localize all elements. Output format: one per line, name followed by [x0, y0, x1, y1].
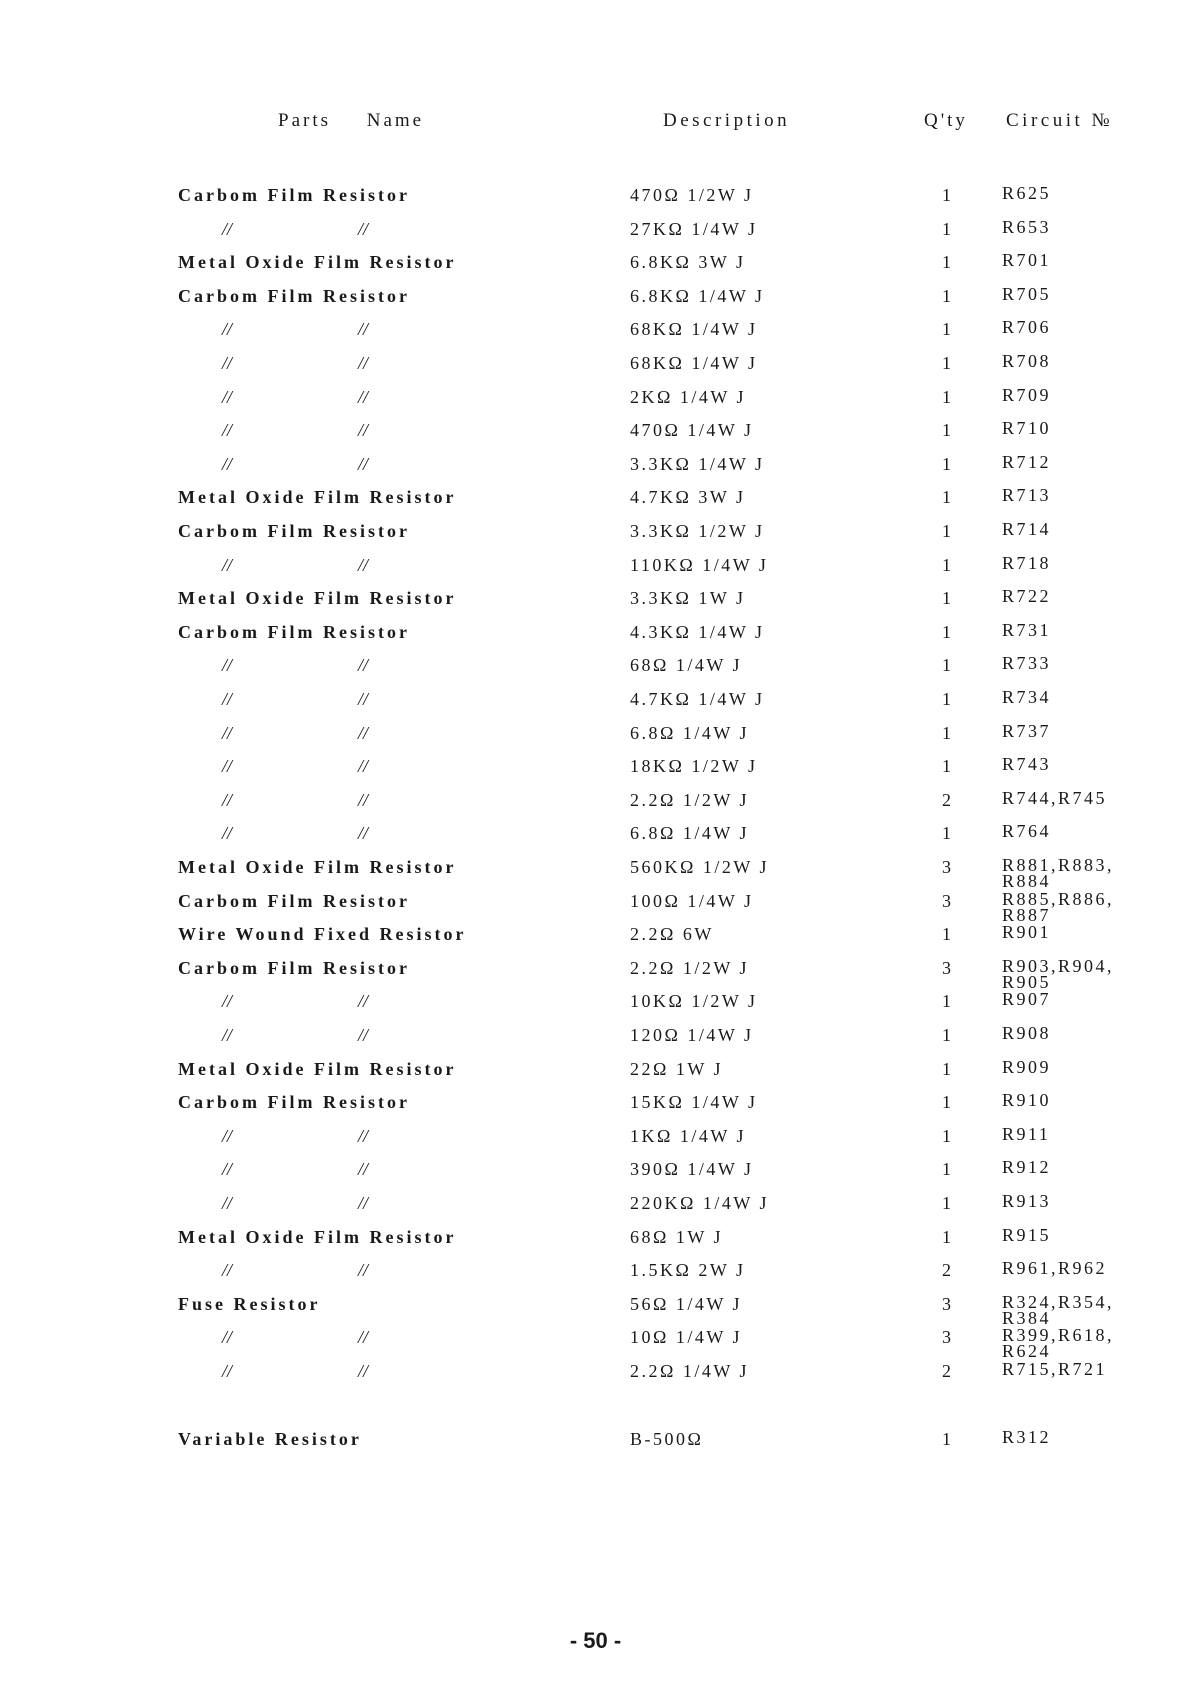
circuit-number: R734 — [1002, 687, 1052, 707]
table-row — [0, 1055, 1191, 1091]
part-qty: 1 — [942, 621, 951, 642]
part-qty: 3 — [942, 1293, 951, 1314]
part-description: 2.2Ω 1/2W J — [630, 957, 750, 978]
part-qty: 1 — [942, 1428, 951, 1449]
part-description: 2.2Ω 1/2W J — [630, 789, 750, 810]
part-qty: 1 — [942, 1226, 951, 1247]
circuit-number: R908 — [1002, 1023, 1052, 1043]
part-qty: 3 — [942, 857, 951, 877]
part-description: 6.8KΩ 1/4W J — [630, 285, 765, 306]
circuit-number: R903,R904, R905 — [1002, 955, 1115, 992]
table-row — [0, 618, 1191, 654]
circuit-number: R718 — [1002, 552, 1052, 573]
part-name: Metal Oxide Film Resistor — [178, 1226, 457, 1247]
table-row: // // 68KΩ 1/4W J 1 R708 — [222, 351, 1052, 373]
part-qty: 1 — [942, 453, 951, 474]
table-row — [0, 954, 1191, 990]
part-qty: 1 — [942, 1125, 951, 1146]
table-row: // // 1KΩ 1/4W J 1 R911 — [222, 1123, 1051, 1146]
part-qty: 1 — [942, 521, 951, 541]
table-row — [0, 920, 1191, 956]
circuit-number: R713 — [1002, 485, 1052, 506]
table-row: // // 4.7KΩ 1/4W J 1 R734 — [222, 687, 1052, 709]
part-qty: 1 — [942, 1025, 951, 1045]
table-row — [0, 887, 1191, 923]
part-name: Carbom Film Resistor — [178, 957, 410, 978]
page-number: - 50 - — [569, 1628, 622, 1653]
part-qty: 3 — [942, 957, 951, 978]
part-qty: 1 — [942, 353, 951, 373]
part-name: Wire Wound Fixed Resistor — [178, 924, 467, 945]
circuit-number: R653 — [1002, 216, 1052, 237]
circuit-number: R744,R745 — [1002, 787, 1108, 808]
part-qty: 1 — [942, 1058, 951, 1079]
table-row — [0, 853, 1191, 889]
part-description: 4.3KΩ 1/4W J — [630, 621, 765, 642]
circuit-number: R712 — [1002, 451, 1052, 472]
part-qty: 1 — [942, 185, 951, 205]
circuit-number: R912 — [1002, 1157, 1052, 1178]
table-row: // // 68Ω 1/4W J 1 R733 — [222, 653, 1052, 676]
circuit-number: R764 — [1002, 821, 1052, 842]
circuit-number: R737 — [1002, 720, 1052, 741]
header-parts-name: Parts Name — [278, 110, 425, 131]
part-qty: 3 — [942, 890, 951, 911]
part-description: 6.8KΩ 3W J — [630, 252, 746, 273]
part-name: Carbom Film Resistor — [178, 621, 410, 642]
circuit-number: R743 — [1002, 754, 1052, 775]
table-row: // // 2.2Ω 1/4W J 2 R715,R721 — [222, 1359, 1108, 1381]
part-qty: 2 — [942, 789, 951, 810]
header-qty: Q'ty — [924, 110, 968, 131]
part-name: Carbom Film Resistor — [178, 521, 410, 541]
part-name: Variable Resistor — [178, 1428, 362, 1449]
circuit-number: R399,R618, R624 — [1002, 1325, 1115, 1362]
table-row — [0, 1223, 1191, 1259]
part-description: 10Ω 1/4W J — [630, 1327, 743, 1348]
part-name: Carbom Film Resistor — [178, 1092, 410, 1113]
part-description: 3.3KΩ 1/4W J — [630, 453, 765, 474]
part-qty: 1 — [942, 487, 951, 508]
part-description: 220KΩ 1/4W J — [630, 1193, 770, 1213]
table-row: // // 2.2Ω 1/2W J 2 R744,R745 — [222, 787, 1108, 810]
part-description: 4.7KΩ 1/4W J — [630, 689, 765, 709]
circuit-number: R909 — [1002, 1056, 1052, 1077]
circuit-number: R915 — [1002, 1224, 1052, 1245]
part-qty: 3 — [942, 1327, 951, 1348]
part-description: 390Ω 1/4W J — [630, 1159, 754, 1180]
part-description: 27KΩ 1/4W J — [630, 218, 758, 239]
part-description: 18KΩ 1/2W J — [630, 756, 758, 777]
circuit-number: R913 — [1002, 1191, 1052, 1211]
part-description: 2.2Ω 6W — [630, 924, 714, 945]
part-name: Fuse Resistor — [178, 1293, 321, 1314]
circuit-number: R961,R962 — [1002, 1258, 1108, 1279]
part-name: Metal Oxide Film Resistor — [178, 857, 457, 877]
circuit-number: R710 — [1002, 418, 1052, 439]
part-description: 68Ω 1/4W J — [630, 655, 743, 676]
header-description: Description — [663, 110, 791, 131]
table-row — [0, 248, 1191, 284]
part-name: Metal Oxide Film Resistor — [178, 588, 457, 609]
circuit-number: R708 — [1002, 351, 1052, 371]
part-description: 3.3KΩ 1W J — [630, 588, 746, 609]
table-row: // // 10Ω 1/4W J 3 R399,R618, R624 — [222, 1325, 1115, 1362]
part-qty: 1 — [942, 554, 951, 575]
part-qty: 1 — [942, 991, 951, 1012]
table-row — [0, 1425, 1191, 1461]
circuit-number: R312 — [1002, 1426, 1052, 1447]
part-description: 68Ω 1W J — [630, 1226, 724, 1247]
table-row: // // 18KΩ 1/2W J 1 R743 — [222, 754, 1052, 777]
table-row — [0, 483, 1191, 519]
circuit-number: R625 — [1002, 183, 1052, 203]
part-qty: 1 — [942, 722, 951, 743]
table-row: // // 390Ω 1/4W J 1 R912 — [222, 1157, 1052, 1180]
part-description: 470Ω 1/2W J — [630, 185, 754, 205]
table-row: // // 10KΩ 1/2W J 1 R907 — [222, 989, 1052, 1012]
table-row: // // 3.3KΩ 1/4W J 1 R712 — [222, 451, 1052, 474]
circuit-number: R722 — [1002, 586, 1052, 607]
part-qty: 1 — [942, 285, 951, 306]
table-row — [0, 1290, 1191, 1326]
part-description: 2.2Ω 1/4W J — [630, 1361, 750, 1381]
circuit-number: R709 — [1002, 384, 1052, 405]
circuit-number: R731 — [1002, 619, 1052, 640]
part-name: Metal Oxide Film Resistor — [178, 252, 457, 273]
table-row: // // 470Ω 1/4W J 1 R710 — [222, 418, 1052, 441]
part-qty: 1 — [942, 823, 951, 844]
circuit-number: R907 — [1002, 989, 1052, 1010]
part-qty: 1 — [942, 689, 951, 709]
part-description: 10KΩ 1/2W J — [630, 991, 758, 1012]
part-description: 110KΩ 1/4W J — [630, 554, 769, 575]
part-description: 68KΩ 1/4W J — [630, 353, 758, 373]
part-description: 56Ω 1/4W J — [630, 1293, 743, 1314]
part-description: 100Ω 1/4W J — [630, 890, 754, 911]
table-row: // // 120Ω 1/4W J 1 R908 — [222, 1023, 1052, 1045]
table-row — [0, 1088, 1191, 1124]
part-qty: 1 — [942, 924, 951, 945]
table-row — [0, 181, 1191, 217]
table-row: // // 110KΩ 1/4W J 1 R718 — [222, 552, 1052, 575]
table-row: // // 1.5KΩ 2W J 2 R961,R962 — [222, 1258, 1108, 1281]
part-qty: 1 — [942, 1193, 951, 1213]
table-row: // // 6.8Ω 1/4W J 1 R764 — [222, 821, 1052, 844]
part-description: 6.8Ω 1/4W J — [630, 722, 750, 743]
part-qty: 1 — [942, 420, 951, 441]
part-qty: 1 — [942, 1092, 951, 1113]
table-row: // // 6.8Ω 1/4W J 1 R737 — [222, 720, 1052, 743]
part-qty: 1 — [942, 319, 951, 340]
part-qty: 1 — [942, 252, 951, 273]
circuit-number: R701 — [1002, 250, 1052, 271]
circuit-number: R881,R883, R884 — [1002, 855, 1115, 891]
part-qty: 1 — [942, 218, 951, 239]
part-qty: 1 — [942, 655, 951, 676]
circuit-number: R885,R886, R887 — [1002, 888, 1115, 925]
part-qty: 2 — [942, 1260, 951, 1281]
table-row: // // 2KΩ 1/4W J 1 R709 — [222, 384, 1052, 407]
part-description: 4.7KΩ 3W J — [630, 487, 746, 508]
part-description: 120Ω 1/4W J — [630, 1025, 754, 1045]
part-qty: 1 — [942, 756, 951, 777]
table-row: // // 220KΩ 1/4W J 1 R913 — [222, 1191, 1052, 1213]
circuit-number: R911 — [1002, 1123, 1051, 1144]
part-name: Carbom Film Resistor — [178, 890, 410, 911]
part-name: Metal Oxide Film Resistor — [178, 487, 457, 508]
part-name: Carbom Film Resistor — [178, 185, 410, 205]
table-row: // // 68KΩ 1/4W J 1 R706 — [222, 317, 1052, 340]
part-description: B-500Ω — [630, 1428, 704, 1449]
part-description: 560KΩ 1/2W J — [630, 857, 770, 877]
circuit-number: R705 — [1002, 283, 1052, 304]
part-description: 22Ω 1W J — [630, 1058, 724, 1079]
circuit-number: R901 — [1002, 922, 1052, 943]
part-description: 68KΩ 1/4W J — [630, 319, 758, 340]
part-name: Metal Oxide Film Resistor — [178, 1058, 457, 1079]
table-row — [0, 517, 1191, 553]
part-description: 3.3KΩ 1/2W J — [630, 521, 765, 541]
part-description: 1.5KΩ 2W J — [630, 1260, 746, 1281]
part-description: 2KΩ 1/4W J — [630, 386, 747, 407]
circuit-number: R910 — [1002, 1090, 1052, 1111]
part-description: 1KΩ 1/4W J — [630, 1125, 747, 1146]
part-qty: 2 — [942, 1361, 951, 1381]
header-circuit: Circuit № — [1006, 110, 1114, 131]
part-description: 6.8Ω 1/4W J — [630, 823, 750, 844]
circuit-number: R714 — [1002, 519, 1052, 539]
part-qty: 1 — [942, 386, 951, 407]
circuit-number: R706 — [1002, 317, 1052, 338]
circuit-number: R324,R354, R384 — [1002, 1291, 1115, 1328]
part-qty: 1 — [942, 1159, 951, 1180]
part-name: Carbom Film Resistor — [178, 285, 410, 306]
part-description: 470Ω 1/4W J — [630, 420, 754, 441]
circuit-number: R733 — [1002, 653, 1052, 674]
table-row — [0, 584, 1191, 620]
circuit-number: R715,R721 — [1002, 1359, 1108, 1379]
table-row: // // 27KΩ 1/4W J 1 R653 — [222, 216, 1052, 239]
table-row — [0, 282, 1191, 318]
part-qty: 1 — [942, 588, 951, 609]
part-description: 15KΩ 1/4W J — [630, 1092, 758, 1113]
